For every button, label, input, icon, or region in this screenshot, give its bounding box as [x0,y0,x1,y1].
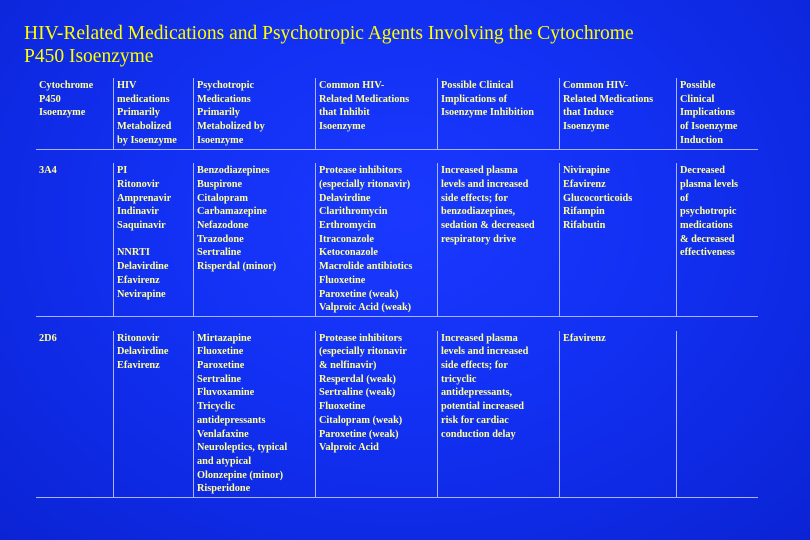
table-row [36,331,758,498]
header-cell-line: Implications [680,107,735,119]
body-cell-line: antidepressants [197,414,266,426]
body-cell-line: Itraconazole [319,233,374,245]
body-cell-line: Sertraline [197,373,242,385]
body-cell-line: and atypical [197,455,252,467]
body-cell-line: Rifabutin [563,220,606,232]
table-header-row [36,78,758,150]
body-cell-line: Valproic Acid [319,442,379,454]
body-cell-line: Saquinavir [117,220,166,232]
body-cell-line: Buspirone [197,178,243,190]
slide-title-line-1: HIV-Related Medications and Psychotropic Agents Involving the Cytochrome [24,23,634,44]
body-cell-line: psychotropic [680,206,737,218]
body-cell [114,331,194,497]
body-cell [677,163,758,316]
body-cell-line: Amprenavir [117,192,172,204]
body-cell-line: tricyclic [441,373,477,385]
body-cell-line: Risperdal (minor) [197,261,277,273]
body-cell-line: Ketoconazole [319,247,378,259]
body-cell-line: Decreased [680,165,725,177]
header-cell-line: by Isoenzyme [117,134,177,146]
body-cell-line: Delavirdine [117,346,169,358]
header-cell [677,78,758,149]
body-cell-line: PI [117,165,128,177]
header-cell-line: Clinical [680,93,715,105]
body-cell-line: Tricyclic [197,401,236,413]
body-cell-line: plasma levels [680,178,739,190]
body-cell-line: Mirtazapine [197,332,252,344]
body-cell-line: Carbamazepine [197,206,267,218]
body-cell [194,163,316,316]
header-cell-line: Isoenzyme [563,121,610,133]
body-cell-line: 2D6 [39,332,57,344]
body-cell-line: sedation & decreased [441,220,535,232]
body-cell-line: Paroxetine [197,360,245,372]
slide-title-line-2: P450 Isoenzyme [24,46,154,67]
body-cell [36,331,114,497]
body-cell-line: conduction delay [441,428,516,440]
body-cell [560,331,677,497]
header-cell-line: Common HIV- [319,80,385,91]
header-cell-line: Implications of [441,93,508,105]
cytochrome-table [36,78,758,498]
header-cell-line: Isoenzyme [39,107,86,119]
body-cell-line: Venlafaxine [197,428,249,440]
header-cell [36,78,114,149]
body-cell-line: Nevirapine [117,288,166,300]
header-cell [560,78,677,149]
body-cell-line: effectiveness [680,247,735,259]
body-cell-line: Indinavir [117,206,159,218]
header-cell-line: Medications [197,93,251,105]
header-cell [194,78,316,149]
header-cell-line: that Induce [563,107,614,119]
body-cell-line: Risperidone [197,483,251,495]
header-cell-line: Metabolized [117,121,172,133]
body-cell-line: levels and increased [441,178,529,190]
body-cell-line: Efavirenz [117,360,160,372]
header-cell-line: Induction [680,134,723,146]
body-cell-line: antidepressants, [441,387,513,399]
body-cell [114,163,194,316]
body-cell [194,331,316,497]
header-cell-line: Possible [680,80,716,91]
body-cell-line: Paroxetine (weak) [319,288,399,300]
header-cell-line: P450 [39,93,61,105]
body-cell-line: Glucocorticoids [563,192,633,204]
body-cell-line: levels and increased [441,346,529,358]
body-cell-line: Ritonovir [117,178,160,190]
body-cell-line: Trazodone [197,233,244,245]
header-cell-line: Common HIV- [563,80,629,91]
header-cell-line: Primarily [117,107,160,119]
body-cell-line: (especially ritonavir) [319,178,411,190]
header-cell-line: Primarily [197,107,240,119]
body-cell-line [680,332,755,346]
body-cell-line: Macrolide antibiotics [319,261,413,273]
body-cell-line: Sertraline (weak) [319,387,396,399]
body-cell-line: Fluoxetine [319,274,366,286]
body-cell-line: & decreased [680,233,735,245]
body-cell [438,163,560,316]
body-cell-line [117,233,190,247]
body-cell-line: of [680,192,689,204]
body-cell-line: Citalopram (weak) [319,414,403,426]
body-cell-line: side effects; for [441,192,508,204]
header-cell-line: Possible Clinical [441,80,514,91]
body-cell-line: Increased plasma [441,165,518,177]
body-cell-line: Efavirenz [563,178,606,190]
body-cell-line: Olonzepine (minor) [197,469,284,481]
body-cell-line: Sertraline [197,247,242,259]
body-cell-line: 3A4 [39,165,57,177]
body-cell-line: Fluvoxamine [197,387,255,399]
body-cell-line: Neuroleptics, typical [197,442,288,454]
body-cell-line: Citalopram [197,192,248,204]
body-cell-line: NNRTI [117,247,150,259]
body-cell-line: Protease inhibitors [319,332,403,344]
header-cell-line: medications [117,93,170,105]
row-spacer [36,317,758,331]
header-cell-line: Related Medications [319,93,410,105]
body-cell-line: Protease inhibitors [319,165,403,177]
header-cell [114,78,194,149]
row-spacer [36,150,758,164]
body-cell-line: Efavirenz [563,332,606,344]
body-cell-line: Erthromycin [319,220,377,232]
body-cell-line: potential increased [441,401,525,413]
body-cell-line: Increased plasma [441,332,518,344]
body-cell-line: Ritonovir [117,332,160,344]
header-cell [438,78,560,149]
header-cell-line: Psychotropic [197,80,255,91]
body-cell-line: Efavirenz [117,274,160,286]
header-cell [316,78,438,149]
body-cell-line: Rifampin [563,206,605,218]
body-cell [677,331,758,497]
header-cell-line: HIV [117,80,137,91]
body-cell-line: Benzodiazepines [197,165,270,177]
body-cell-line: Clarithromycin [319,206,388,218]
slide-title [24,22,794,68]
body-cell-line: side effects; for [441,360,508,372]
body-cell-line: Valproic Acid (weak) [319,302,412,314]
body-cell-line: Delavirdine [319,192,371,204]
body-cell [316,331,438,497]
header-cell-line: Related Medications [563,93,654,105]
body-cell-line: benzodiazepines, [441,206,516,218]
body-cell [36,163,114,316]
body-cell-line: Fluoxetine [197,346,244,358]
header-cell-line: Isoenzyme [197,134,244,146]
table-row [36,163,758,317]
header-cell-line: Metabolized by [197,121,265,133]
body-cell-line: Nefazodone [197,220,249,232]
body-cell-line: (especially ritonavir [319,346,407,358]
header-cell-line: Cytochrome [39,80,94,91]
header-cell-line: of Isoenzyme [680,121,738,133]
header-cell-line: Isoenzyme [319,121,366,133]
body-cell-line: Fluoxetine [319,401,366,413]
header-cell-line: Isoenzyme Inhibition [441,107,534,119]
body-cell-line: risk for cardiac [441,414,509,426]
body-cell [560,163,677,316]
body-cell-line: Delavirdine [117,261,169,273]
body-cell [438,331,560,497]
body-cell [316,163,438,316]
body-cell-line: Resperdal (weak) [319,373,396,385]
header-cell-line: that Inhibit [319,107,370,119]
body-cell-line: medications [680,220,733,232]
body-cell-line: Nivirapine [563,165,610,177]
body-cell-line: & nelfinavir) [319,360,377,372]
body-cell-line: Paroxetine (weak) [319,428,399,440]
body-cell-line: respiratory drive [441,233,517,245]
